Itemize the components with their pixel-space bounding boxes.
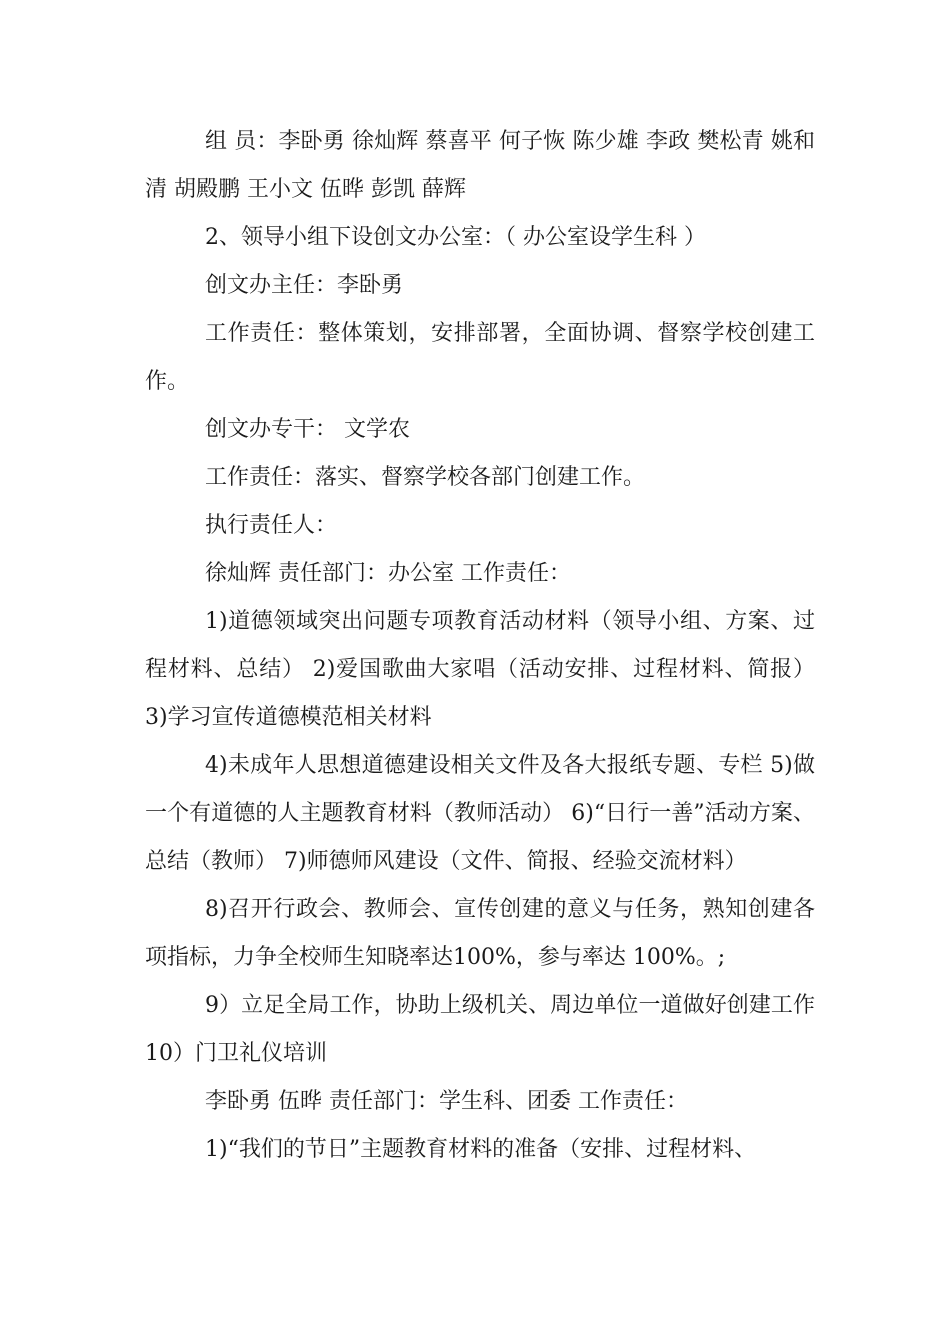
paragraph-office-director: 创文办主任：李卧勇 [205, 273, 404, 298]
paragraph-executors-heading: 执行责任人： [205, 513, 338, 538]
paragraph-members: 组 员：李卧勇 徐灿辉 蔡喜平 何子恢 陈少雄 李政 樊松青 姚和清 胡殿鹏 王小文 伍晔 彭凯 薛辉 [145, 129, 815, 202]
paragraph-duty-list-5: 1)“我们的节日”主题教育材料的准备（安排、过程材料、 [205, 1137, 757, 1162]
paragraph-staff-duty: 工作责任：落实、督察学校各部门创建工作。 [205, 465, 646, 490]
paragraph-director-duty: 工作责任：整体策划，安排部署，全面协调、督察学校创建工作。 [145, 321, 815, 394]
paragraph-executor-li-wu: 李卧勇 伍晔 责任部门：学生科、团委 工作责任： [205, 1089, 688, 1114]
paragraph-office-setup: 2、领导小组下设创文办公室：（ 办公室设学生科 ） [205, 225, 706, 250]
paragraph-duty-list-4: 9）立足全局工作，协助上级机关、周边单位一道做好创建工作 10）门卫礼仪培训 [145, 993, 815, 1066]
paragraph-duty-list-1: 1)道德领域突出问题专项教育活动材料（领导小组、方案、过程材料、总结） 2)爱国歌曲大家唱（活动安排、过程材料、简报） 3)学习宣传道德模范相关材料 [145, 609, 815, 730]
paragraph-executor-xu: 徐灿辉 责任部门：办公室 工作责任： [205, 561, 571, 586]
document-body [145, 118, 815, 1174]
paragraph-office-staff: 创文办专干： 文学农 [205, 417, 410, 442]
paragraph-duty-list-2: 4)未成年人思想道德建设相关文件及各大报纸专题、专栏 5)做一个有道德的人主题教育材料（教师活动） 6)“日行一善”活动方案、总结（教师） 7)师德师风建设（文件、简报、经验交流材料） [145, 753, 815, 874]
paragraph-duty-list-3: 8)召开行政会、教师会、宣传创建的意义与任务，熟知创建各项指标，力争全校师生知晓率达100%，参与率达 100%。; [145, 897, 815, 970]
